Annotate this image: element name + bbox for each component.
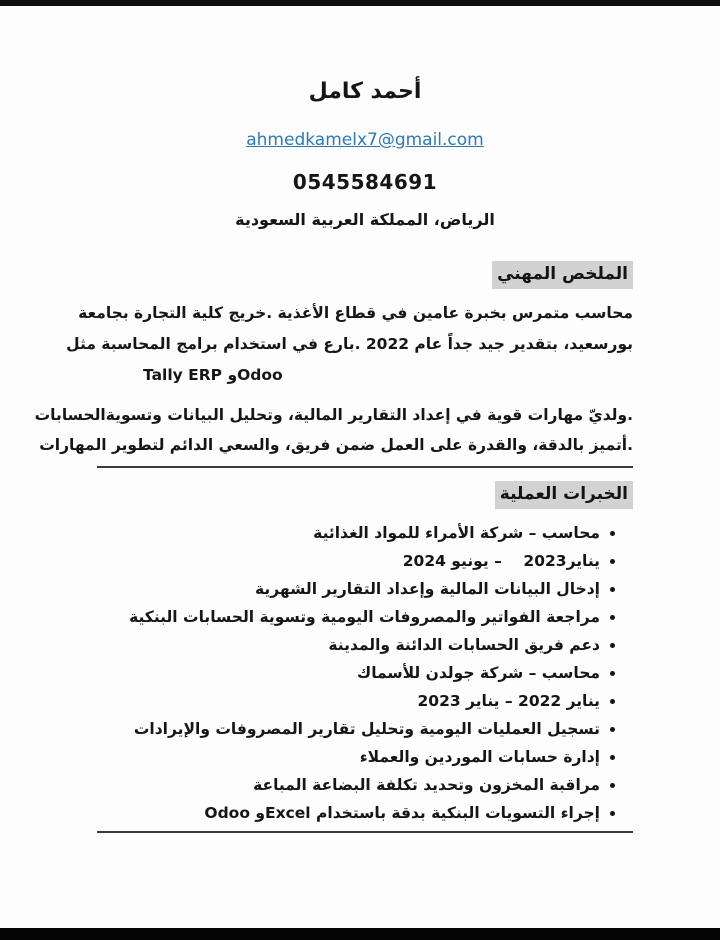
resume-header bbox=[97, 79, 633, 229]
list-item bbox=[97, 575, 615, 603]
list-item bbox=[97, 659, 615, 687]
email-link[interactable]: ahmedkamelx7@gmail.com bbox=[246, 130, 484, 150]
summary-heading: الملخص المهني bbox=[492, 261, 633, 289]
bullet-dot-icon bbox=[610, 615, 615, 620]
list-item bbox=[97, 743, 615, 771]
list-item-text: مراجعة الفواتير والمصروفات اليومية وتسوية الحسابات البنكية bbox=[129, 608, 600, 626]
summary-line-software: Odooو Tally ERP bbox=[143, 366, 283, 384]
bullet-dot-icon bbox=[610, 559, 615, 564]
experience-heading: الخبرات العملية bbox=[495, 481, 633, 509]
bullet-dot-icon bbox=[610, 643, 615, 648]
bullet-dot-icon bbox=[610, 755, 615, 760]
list-item-text: محاسب – شركة الأمراء للمواد الغذائية bbox=[313, 524, 600, 542]
bullet-dot-icon bbox=[610, 587, 615, 592]
bullet-dot-icon bbox=[610, 531, 615, 536]
section-divider-line bbox=[97, 466, 633, 468]
bullet-dot-icon bbox=[610, 671, 615, 676]
list-item-text: دعم فريق الحسابات الدائنة والمدينة bbox=[328, 636, 600, 654]
bullet-dot-icon bbox=[610, 811, 615, 816]
list-item bbox=[97, 519, 615, 547]
bullet-dot-icon bbox=[610, 699, 615, 704]
section-divider-line bbox=[97, 831, 633, 833]
experience-section bbox=[97, 481, 633, 509]
list-item bbox=[97, 631, 615, 659]
list-item-text: إدخال البيانات المالية وإعداد التقارير الشهرية bbox=[255, 580, 600, 598]
summary-section bbox=[97, 261, 633, 289]
resume-content bbox=[34, 6, 633, 833]
bullet-dot-icon bbox=[610, 783, 615, 788]
list-item-text: إدارة حسابات الموردين والعملاء bbox=[359, 748, 600, 766]
list-item bbox=[97, 687, 615, 715]
list-item bbox=[97, 771, 615, 799]
location-line: الرياض، المملكة العربية السعودية bbox=[235, 210, 495, 229]
list-item-text: تسجيل العمليات اليومية وتحليل تقارير المصروفات والإيرادات bbox=[133, 720, 600, 738]
list-item-text: يناير2023 – يونيو 2024 bbox=[402, 552, 600, 570]
summary-line: .ولديّ مهارات قوية في إعداد التقارير المالية، وتحليل البيانات وتسويةالحسابات bbox=[34, 406, 633, 424]
summary-paragraph-1 bbox=[66, 298, 633, 391]
summary-line: محاسب متمرس بخبرة عامين في قطاع الأغذية .خريج كلية التجارة بجامعة bbox=[78, 304, 633, 322]
email-row bbox=[97, 130, 633, 150]
summary-line: بورسعيد، بتقدير جيد جداً عام 2022 .بارع في استخدام برامج المحاسبة مثل bbox=[66, 335, 633, 353]
list-item-text: محاسب – شركة جولدن للأسماك bbox=[356, 664, 600, 682]
photo-frame-bottom-bar bbox=[0, 928, 720, 940]
experience-list bbox=[97, 519, 633, 827]
bullet-dot-icon bbox=[610, 727, 615, 732]
list-item bbox=[97, 603, 615, 631]
list-item-text: مراقبة المخزون وتحديد تكلفة البضاعة المباعة bbox=[253, 776, 600, 794]
list-item-text: إجراء التسويات البنكية بدقة باستخدام Excelو Odoo bbox=[204, 804, 600, 822]
summary-line: .أتميز بالدقة، والقدرة على العمل ضمن فريق، والسعي الدائم لتطوير المهارات bbox=[39, 436, 633, 454]
phone-number: 0545584691 bbox=[292, 170, 438, 194]
summary-paragraph-2 bbox=[34, 400, 633, 460]
list-item bbox=[97, 715, 615, 743]
candidate-name: أحمد كامل bbox=[308, 79, 422, 104]
list-item-text: يناير 2022 – يناير 2023 bbox=[417, 692, 600, 710]
list-item bbox=[97, 799, 615, 827]
list-item bbox=[97, 547, 615, 575]
